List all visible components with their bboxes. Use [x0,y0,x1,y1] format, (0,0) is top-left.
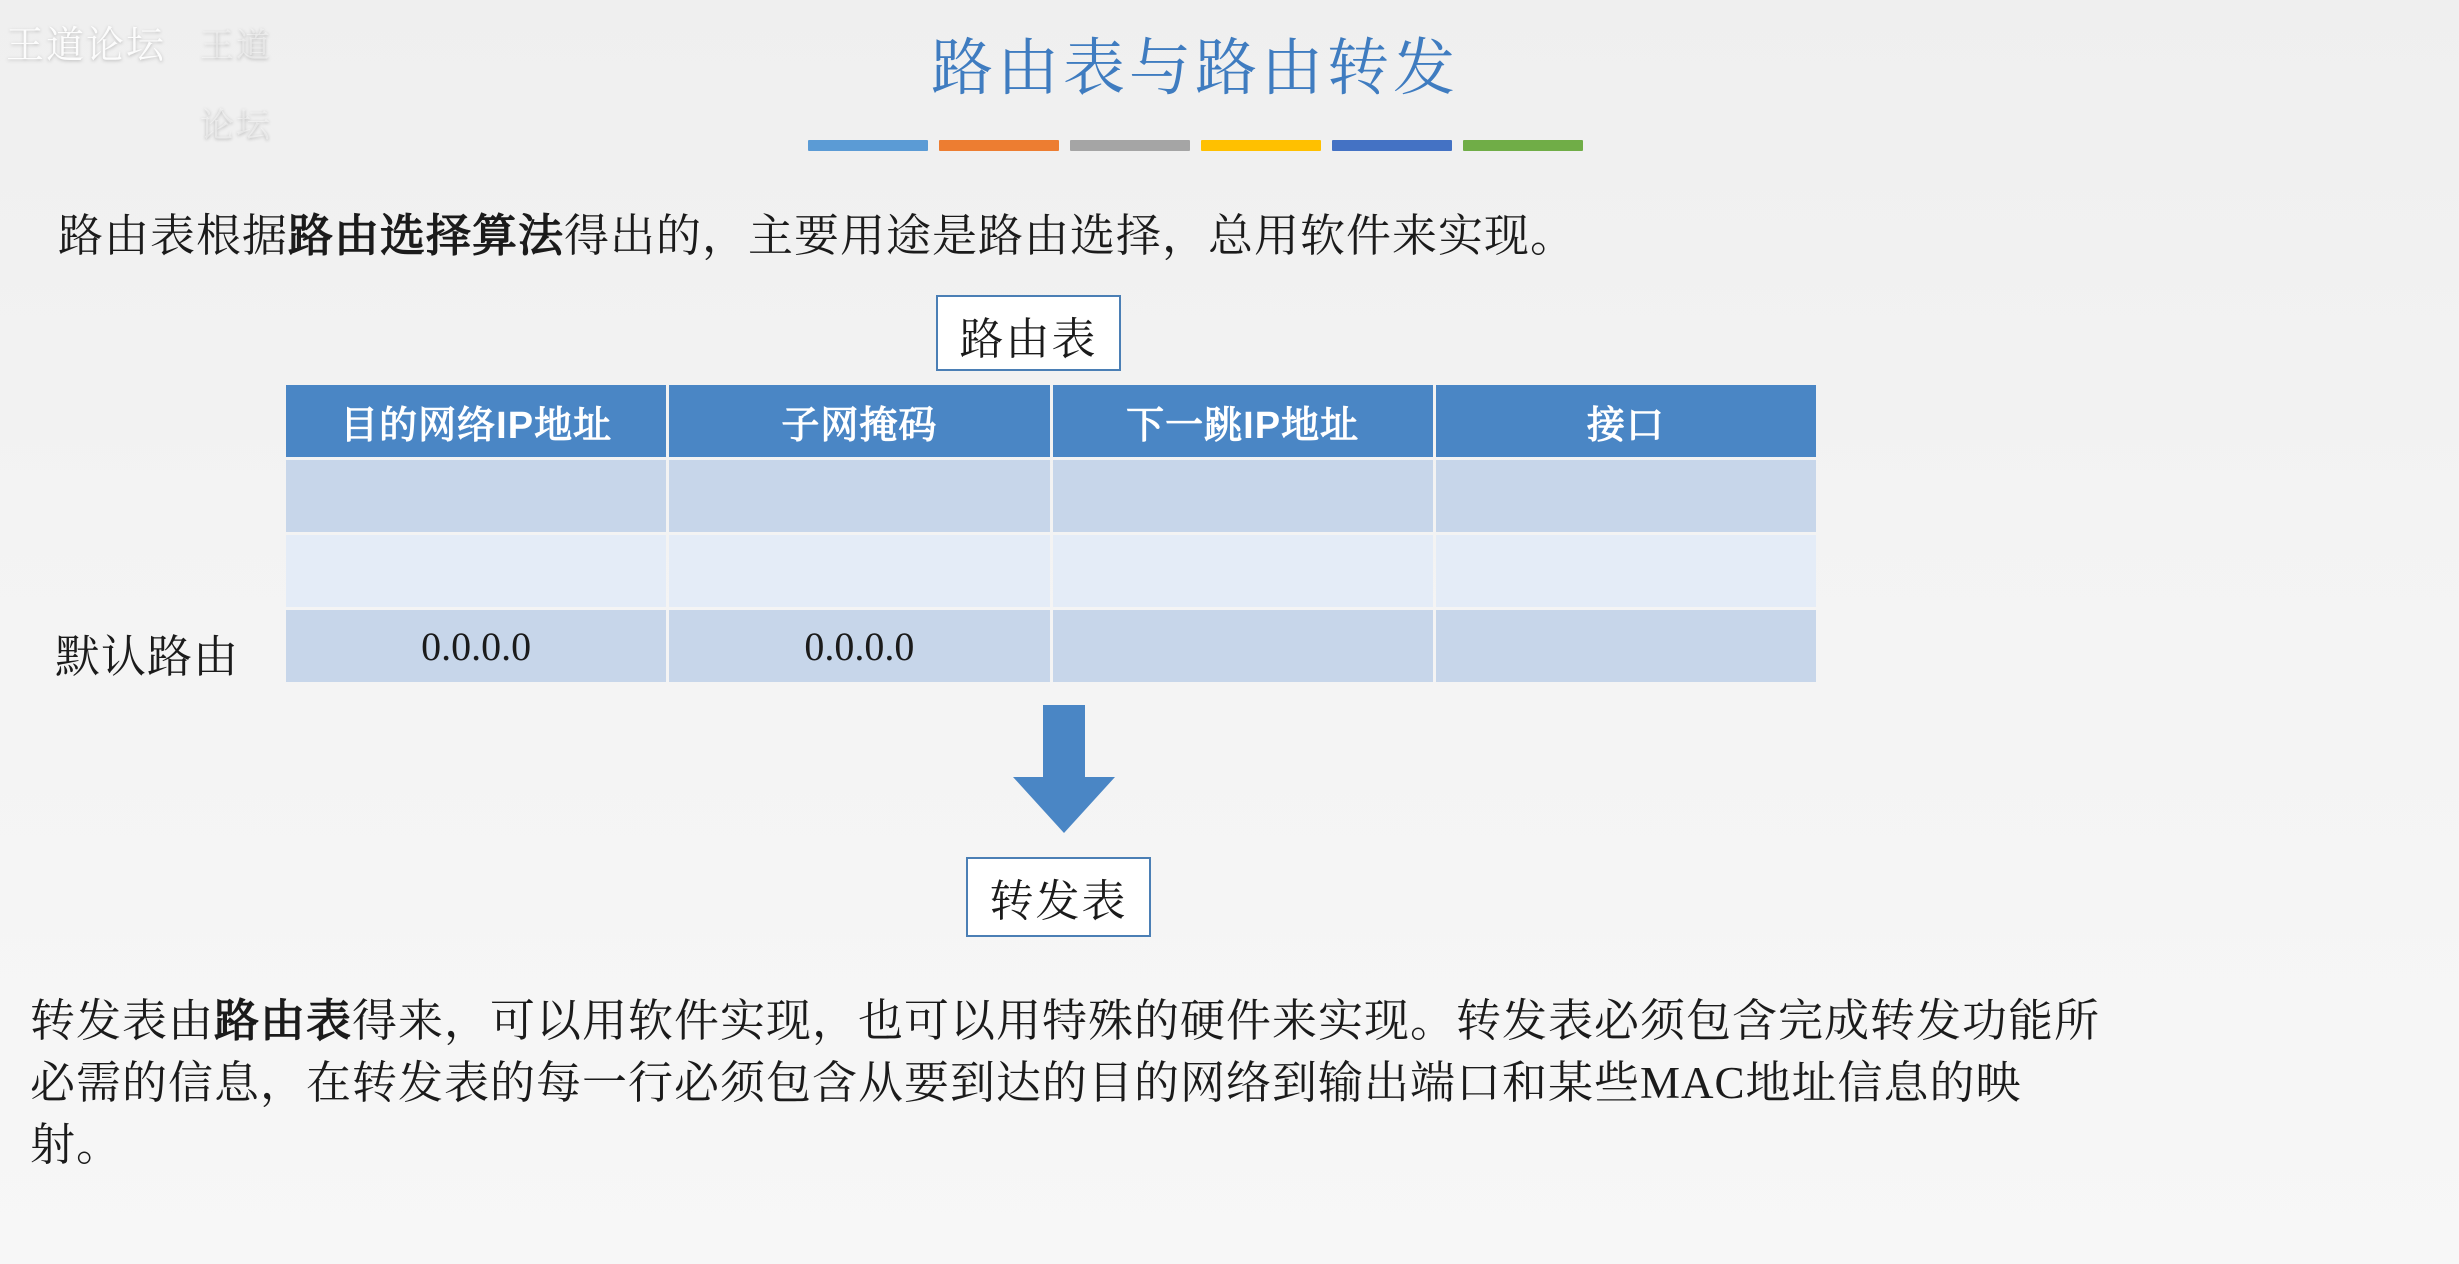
paragraph-forwarding-table [30,990,2110,1176]
default-route-row-label: 默认路由 [55,632,240,682]
title-rule-bar-5 [1332,140,1452,151]
table-header-cell-subnet-mask: 子网掩码 [669,385,1049,457]
table-cell [1436,460,1816,532]
title-rule-bar-3 [1070,140,1190,151]
page-title: 路由表与路由转发 [930,35,1459,103]
paragraph-bottom-bold1: 路由表 [214,996,353,1046]
table-cell-default-destination: 0.0.0.0 [286,610,666,682]
table-cell [286,535,666,607]
watermark-ghost-text: 王道论坛 [200,27,272,145]
table-cell [669,535,1049,607]
title-rule-bar-1 [808,140,928,151]
down-arrow-icon [1010,705,1118,835]
table-row-default-route [286,610,1816,682]
table-cell-default-mask: 0.0.0.0 [669,610,1049,682]
watermark-text: 王道论坛 [6,25,167,67]
paragraph-top-bold1: 路由选择算法 [288,211,565,261]
table-cell [1053,535,1433,607]
title-rule-bar-4 [1201,140,1321,151]
forwarding-table-label: 转发表 [966,857,1151,937]
paragraph-top-part2: 得出的，主要用途是路由选择，总用软件来实现。 [564,211,1577,261]
table-cell [1436,535,1816,607]
table-cell [286,460,666,532]
title-rule-bar-6 [1463,140,1583,151]
table-cell [1436,610,1816,682]
routing-table [283,382,1819,685]
table-cell [1053,460,1433,532]
title-rule-bars [0,140,2390,154]
routing-table-label: 路由表 [936,295,1121,371]
table-header-cell-interface: 接口 [1436,385,1816,457]
title-rule-bar-2 [939,140,1059,151]
table-header-cell-destination: 目的网络IP地址 [286,385,666,457]
table-header-row [286,385,1816,457]
paragraph-routing-table [58,205,2258,269]
table-row [286,460,1816,532]
table-row [286,535,1816,607]
paragraph-bottom-part2: 得来，可以用软件实现，也可以用特殊的硬件来实现。转发表必须包含完成转发功能所必需的信息，在转发表的每一行必须包含从要到达的目的网络到输出端口和某些MAC地址信息的映射。 [30,996,2101,1171]
paragraph-top-part1: 路由表根据 [58,211,289,261]
table-cell [1053,610,1433,682]
paragraph-bottom-part1: 转发表由 [30,996,215,1046]
table-header-cell-next-hop: 下一跳IP地址 [1053,385,1433,457]
table-cell [669,460,1049,532]
